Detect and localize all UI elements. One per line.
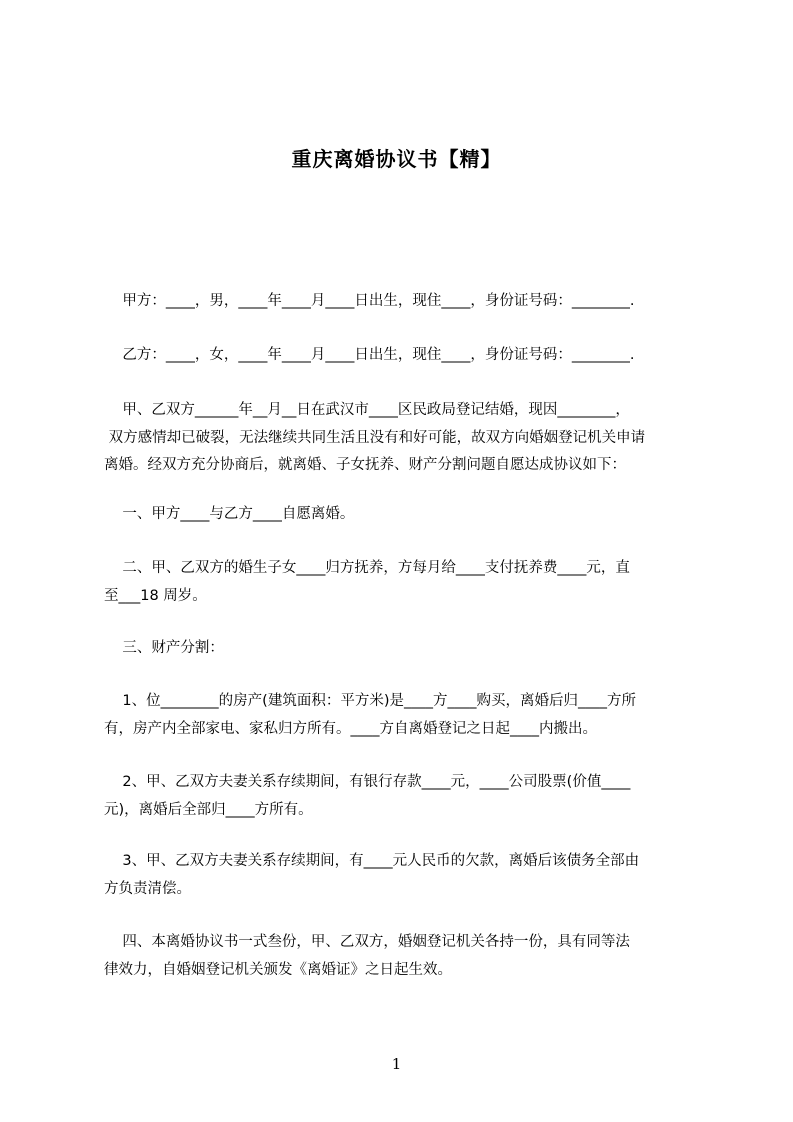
property-3-line-2: 方负责清偿。 xyxy=(104,881,191,897)
clause-2-line-2: 至___18 周岁。 xyxy=(104,588,207,604)
property-1-line-1: 1、位________的房产(建筑面积：平方米)是____方____购买，离婚后归____方所 xyxy=(104,693,636,709)
party-a-line: 甲方：____，男，____年____月____日出生，现住____，身份证号码：________. xyxy=(104,293,635,309)
intro-line-1: 甲、乙双方______年__月__日在武汉市____区民政局登记结婚，现因________， xyxy=(104,402,630,418)
page-number: 1 xyxy=(391,1055,402,1073)
clause-4-line-2: 律效力，自婚姻登记机关颁发《离婚证》之日起生效。 xyxy=(104,962,452,978)
document-title: 重庆离婚协议书【精】 xyxy=(291,147,502,171)
property-3-line-1: 3、甲、乙双方夫妻关系存续期间，有____元人民币的欠款，离婚后该债务全部由 xyxy=(104,853,640,869)
property-2-line-2: 元)，离婚后全部归____方所有。 xyxy=(104,802,313,818)
clause-4-line-1: 四、本离婚协议书一式叁份，甲、乙双方，婚姻登记机关各持一份，具有同等法 xyxy=(104,934,630,950)
clause-1: 一、甲方____与乙方____自愿离婚。 xyxy=(104,506,355,522)
party-b-line: 乙方：____，女，____年____月____日出生，现住____，身份证号码：________. xyxy=(104,347,635,363)
property-2-line-1: 2、甲、乙双方夫妻关系存续期间，有银行存款____元，____公司股票(价值____ xyxy=(104,774,631,790)
property-1-line-2: 有，房产内全部家电、家私归方所有。____方自离婚登记之日起____内搬出。 xyxy=(104,721,597,737)
clause-2-line-1: 二、甲、乙双方的婚生子女____归方抚养，方每月给____支付抚养费____元，直 xyxy=(104,560,630,576)
intro-line-3: 离婚。经双方充分协商后，就离婚、子女抚养、财产分割问题自愿达成协议如下： xyxy=(104,457,626,473)
clause-3-heading: 三、财产分割： xyxy=(104,640,224,656)
intro-line-2: 双方感情却已破裂，无法继续共同生活且没有和好可能，故双方向婚姻登记机关申请 xyxy=(104,430,646,446)
